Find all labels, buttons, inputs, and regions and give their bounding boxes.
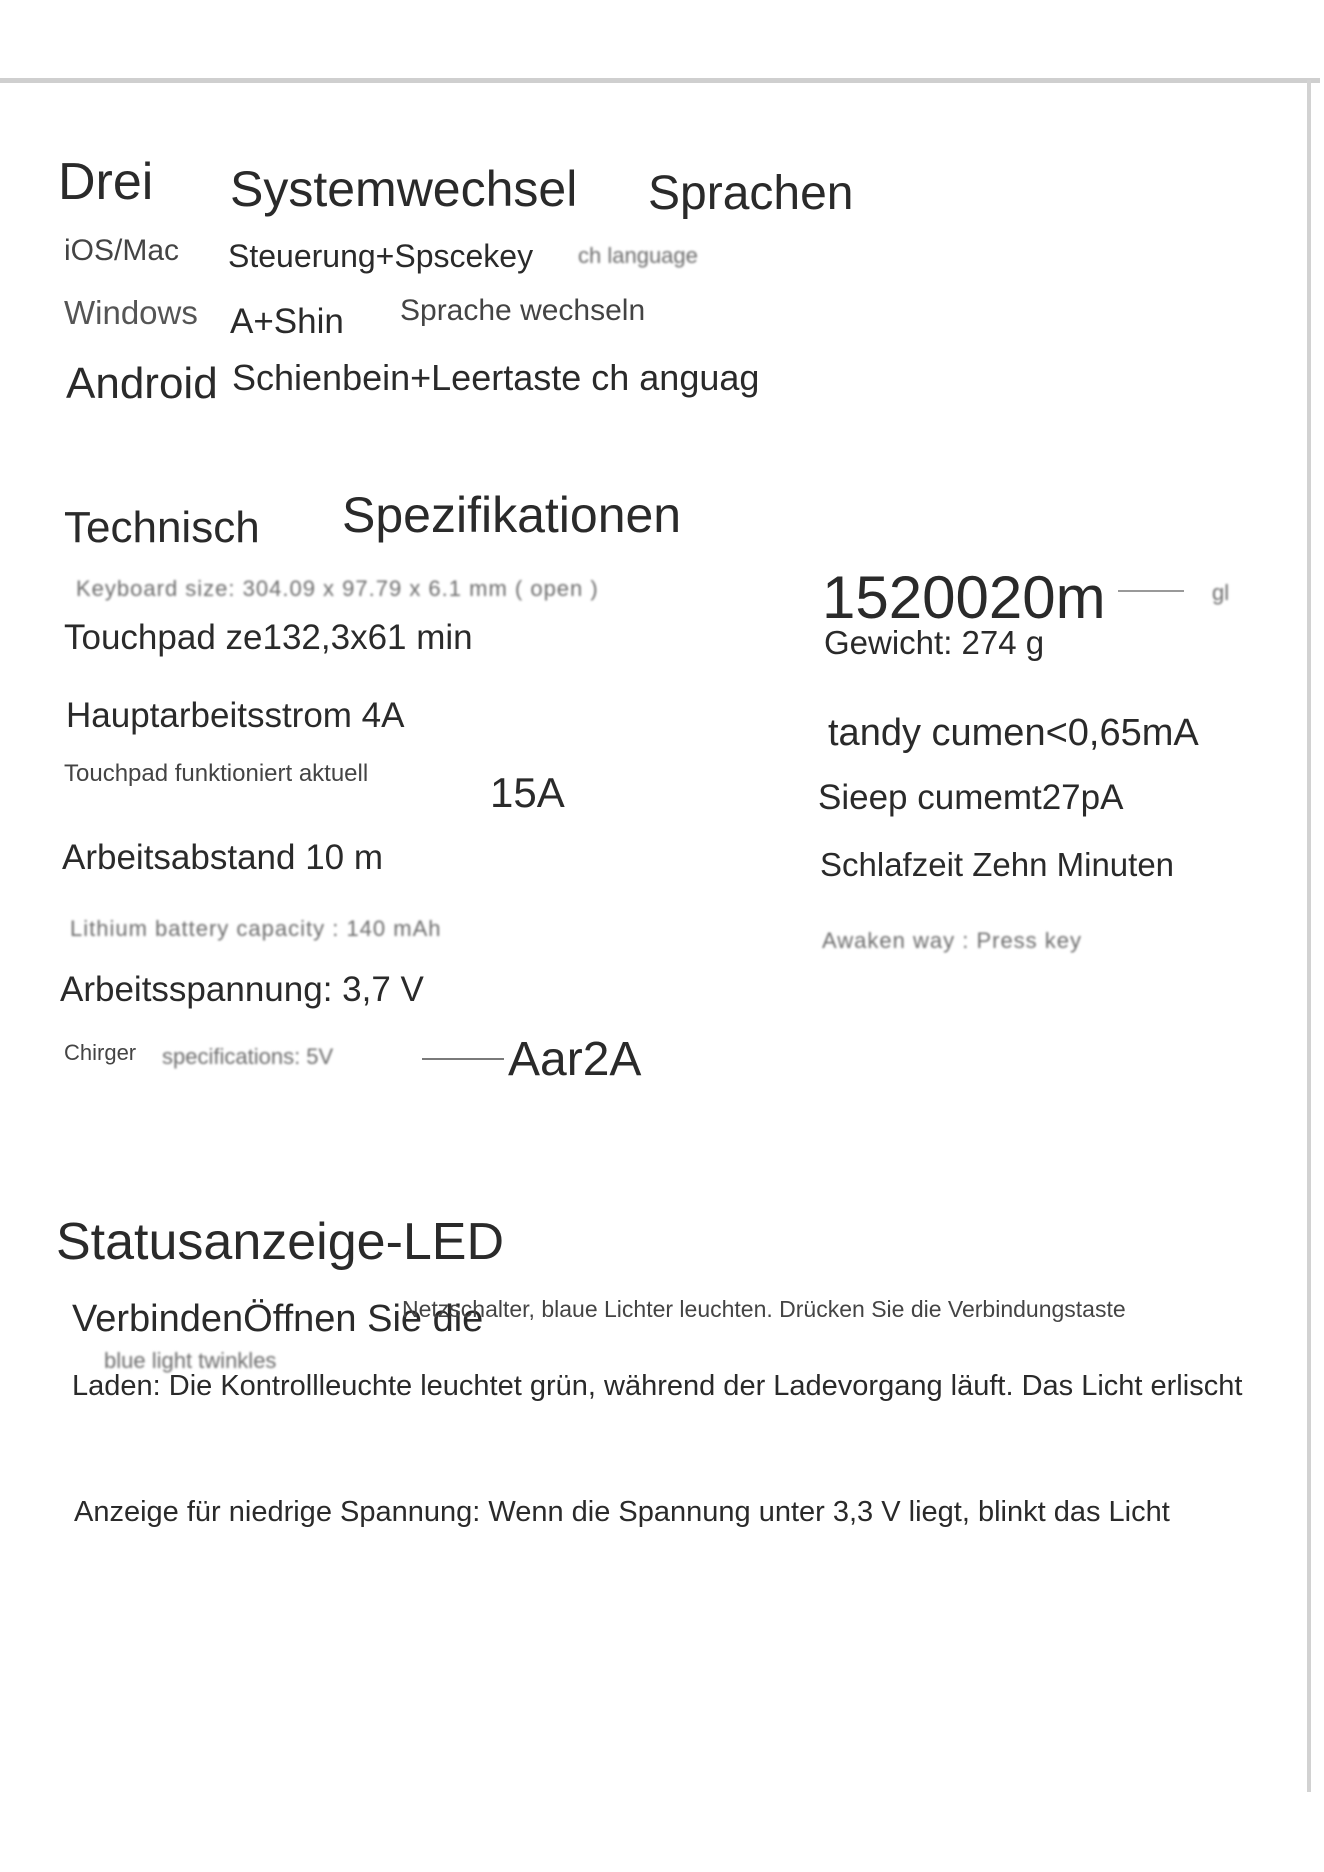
led-title: Statusanzeige-LED <box>56 1213 505 1271</box>
keys-android: Schienbein+Leertaste ch anguag <box>232 357 760 398</box>
right-border <box>1307 80 1311 1792</box>
spec-working-distance: Arbeitsabstand 10 m <box>62 838 384 877</box>
os-windows: Windows <box>64 294 198 331</box>
spec-battery-capacity: Lithium battery capacity : 140 mAh <box>70 916 442 941</box>
spec-sleep-time: Schlafzeit Zehn Minuten <box>820 846 1175 883</box>
led-line3: Anzeige für niedrige Spannung: Wenn die Spannung unter 3,3 V liegt, blinkt das Licht <box>74 1496 1170 1528</box>
size-leader-line <box>1118 590 1184 592</box>
spec-size-value: 1520020m <box>822 564 1106 631</box>
spec-size-unit: gl <box>1212 580 1230 605</box>
spec-working-voltage: Arbeitsspannung: 3,7 V <box>60 970 424 1009</box>
led-line2: Laden: Die Kontrollleuchte leuchtet grün, während der Ladevorgang läuft. Das Licht erlischt <box>72 1370 1243 1402</box>
bottom-margin <box>0 1792 1324 1872</box>
spec-charger-specs: specifications: 5V <box>162 1044 334 1069</box>
spec-charger-label: Chirger <box>64 1040 137 1065</box>
keys-windows: A+Shin <box>230 302 344 341</box>
top-border <box>0 78 1320 83</box>
spec-touchpad-current-value: 15A <box>490 769 565 816</box>
spec-sleep-current: Sieep cumemt27pA <box>818 778 1124 817</box>
languages-title-systemwechsel: Systemwechsel <box>230 161 578 217</box>
keys-ios-mac: Steuerung+Spscekey <box>228 238 534 274</box>
os-android: Android <box>66 359 218 408</box>
spec-standby-current: tandy cumen<0,65mA <box>828 712 1199 754</box>
languages-title-drei: Drei <box>58 153 154 211</box>
led-line1-detail: Netzschalter, blaue Lichter leuchten. Drücken Sie die Verbindungstaste <box>402 1296 1126 1322</box>
specs-title-technisch: Technisch <box>64 503 260 552</box>
spec-keyboard-size: Keyboard size: 304.09 x 97.79 x 6.1 mm ( open ) <box>76 576 599 601</box>
spec-main-current: Hauptarbeitsstrom 4A <box>66 696 405 735</box>
spec-awaken-way: Awaken way : Press key <box>822 928 1083 953</box>
led-line1-lead: VerbindenÖffnen Sie die <box>72 1298 484 1340</box>
desc-ios-mac: ch language <box>578 243 698 268</box>
led-line2-row <box>0 1368 1305 1428</box>
led-line3-row <box>0 1494 1305 1554</box>
desc-windows: Sprache wechseln <box>400 294 646 327</box>
spec-touchpad-size: Touchpad ze132,3x61 min <box>64 618 473 657</box>
os-ios-mac: iOS/Mac <box>64 234 180 267</box>
spec-touchpad-current-label: Touchpad funktioniert aktuell <box>64 760 369 787</box>
led-line1-sub: blue light twinkles <box>104 1348 277 1373</box>
specs-title-spezifikationen: Spezifikationen <box>342 487 682 543</box>
charger-leader-line <box>422 1058 504 1060</box>
spec-weight: Gewicht: 274 g <box>824 624 1045 661</box>
spec-charger-current: Aar2A <box>508 1033 642 1086</box>
led-line1-row <box>0 1294 1305 1354</box>
languages-title-sprachen: Sprachen <box>648 167 854 220</box>
